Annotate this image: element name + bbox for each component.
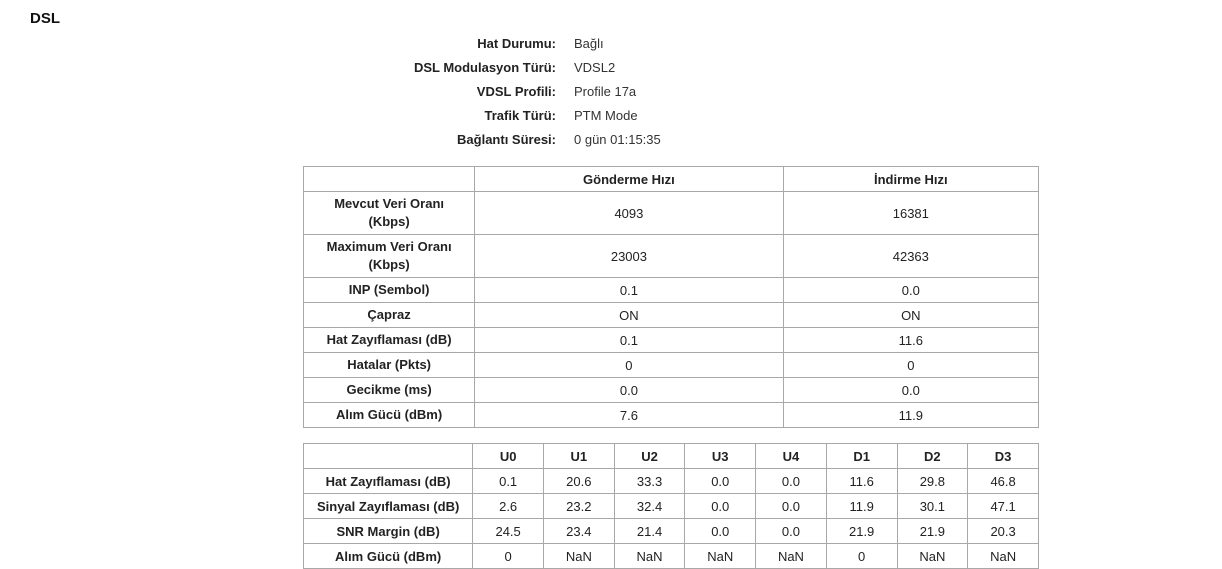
info-row-traffic-type (0, 104, 1222, 128)
table-row (304, 353, 1039, 378)
table-row (304, 494, 1039, 519)
band-value: 32.4 (614, 494, 685, 519)
header-empty (304, 444, 473, 469)
row-label (304, 235, 475, 278)
row-label: Sinyal Zayıflaması (dB) (304, 494, 473, 519)
header-band: U3 (685, 444, 756, 469)
upload-value: 0 (475, 353, 783, 378)
band-value: 46.8 (968, 469, 1039, 494)
row-label: Çapraz (304, 303, 475, 328)
band-value: 20.6 (543, 469, 614, 494)
header-band: D1 (826, 444, 897, 469)
download-value: 16381 (783, 192, 1038, 235)
row-label: Hat Zayıflaması (dB) (304, 328, 475, 353)
header-band: U1 (543, 444, 614, 469)
row-label-line1: Maximum Veri Oranı (326, 239, 452, 254)
vdsl-profile-value: Profile 17a (574, 84, 637, 99)
band-value: 29.8 (897, 469, 968, 494)
vdsl-profile-label: VDSL Profili: (476, 84, 556, 99)
download-value: 11.9 (783, 403, 1038, 428)
band-value: 0.0 (756, 469, 827, 494)
band-value: 21.4 (614, 519, 685, 544)
upload-value: ON (475, 303, 783, 328)
band-value: NaN (685, 544, 756, 569)
band-value: NaN (968, 544, 1039, 569)
row-label: Alım Gücü (dBm) (304, 544, 473, 569)
row-label-line1: Mevcut Veri Oranı (334, 196, 445, 211)
table-row (304, 519, 1039, 544)
band-value: 23.2 (543, 494, 614, 519)
band-value: 0.1 (473, 469, 544, 494)
header-upload-rate: Gönderme Hızı (475, 167, 783, 192)
header-band: U4 (756, 444, 827, 469)
band-value: NaN (756, 544, 827, 569)
band-value: 0.0 (756, 519, 827, 544)
row-label (304, 192, 475, 235)
table-row (304, 469, 1039, 494)
band-value: 30.1 (897, 494, 968, 519)
table-row (304, 378, 1039, 403)
row-label: Hatalar (Pkts) (304, 353, 475, 378)
band-value: 0 (826, 544, 897, 569)
header-band: D2 (897, 444, 968, 469)
row-label: SNR Margin (dB) (304, 519, 473, 544)
info-row-vdsl-profile (0, 80, 1222, 104)
band-value: 2.6 (473, 494, 544, 519)
line-status-info (0, 32, 1222, 152)
rates-table (303, 166, 1039, 428)
upload-value: 4093 (475, 192, 783, 235)
upload-value: 7.6 (475, 403, 783, 428)
table-row (304, 303, 1039, 328)
upload-value: 23003 (475, 235, 783, 278)
download-value: 0 (783, 353, 1038, 378)
line-status-value: Bağlı (574, 36, 604, 51)
traffic-type-value: PTM Mode (574, 108, 638, 123)
band-value: 0 (473, 544, 544, 569)
row-label: Gecikme (ms) (304, 378, 475, 403)
header-band: U0 (473, 444, 544, 469)
download-value: 0.0 (783, 378, 1038, 403)
table-row (304, 544, 1039, 569)
download-value: ON (783, 303, 1038, 328)
band-value: 20.3 (968, 519, 1039, 544)
band-value: 21.9 (826, 519, 897, 544)
band-value: 23.4 (543, 519, 614, 544)
download-value: 42363 (783, 235, 1038, 278)
header-download-rate: İndirme Hızı (783, 167, 1038, 192)
header-band: D3 (968, 444, 1039, 469)
band-value: NaN (614, 544, 685, 569)
connection-time-label: Bağlantı Süresi: (457, 132, 556, 147)
upload-value: 0.1 (475, 278, 783, 303)
row-label-line2: (Kbps) (368, 257, 410, 272)
band-value: 0.0 (685, 519, 756, 544)
table-row (304, 192, 1039, 235)
info-row-modulation (0, 56, 1222, 80)
band-value: 24.5 (473, 519, 544, 544)
download-value: 11.6 (783, 328, 1038, 353)
band-value: NaN (897, 544, 968, 569)
table-header-row (304, 167, 1039, 192)
header-band: U2 (614, 444, 685, 469)
row-label-line2: (Kbps) (368, 214, 410, 229)
band-value: 11.6 (826, 469, 897, 494)
connection-time-value: 0 gün 01:15:35 (574, 132, 661, 147)
band-value: 0.0 (685, 494, 756, 519)
band-value: 33.3 (614, 469, 685, 494)
table-row (304, 328, 1039, 353)
page-title: DSL (30, 10, 60, 27)
band-value: NaN (543, 544, 614, 569)
table-row (304, 403, 1039, 428)
upload-value: 0.1 (475, 328, 783, 353)
band-value: 11.9 (826, 494, 897, 519)
modulation-label: DSL Modulasyon Türü: (413, 60, 556, 75)
band-table (303, 443, 1039, 569)
table-row (304, 235, 1039, 278)
band-value: 0.0 (685, 469, 756, 494)
row-label: INP (Sembol) (304, 278, 475, 303)
band-value: 47.1 (968, 494, 1039, 519)
row-label: Hat Zayıflaması (dB) (304, 469, 473, 494)
download-value: 0.0 (783, 278, 1038, 303)
info-row-connection-time (0, 128, 1222, 152)
table-header-row (304, 444, 1039, 469)
row-label: Alım Gücü (dBm) (304, 403, 475, 428)
traffic-type-label: Trafik Türü: (484, 108, 556, 123)
modulation-value: VDSL2 (574, 60, 616, 75)
header-empty (304, 167, 475, 192)
line-status-label: Hat Durumu: (477, 36, 556, 51)
band-value: 21.9 (897, 519, 968, 544)
band-value: 0.0 (756, 494, 827, 519)
info-row-line-status (0, 32, 1222, 56)
table-row (304, 278, 1039, 303)
upload-value: 0.0 (475, 378, 783, 403)
